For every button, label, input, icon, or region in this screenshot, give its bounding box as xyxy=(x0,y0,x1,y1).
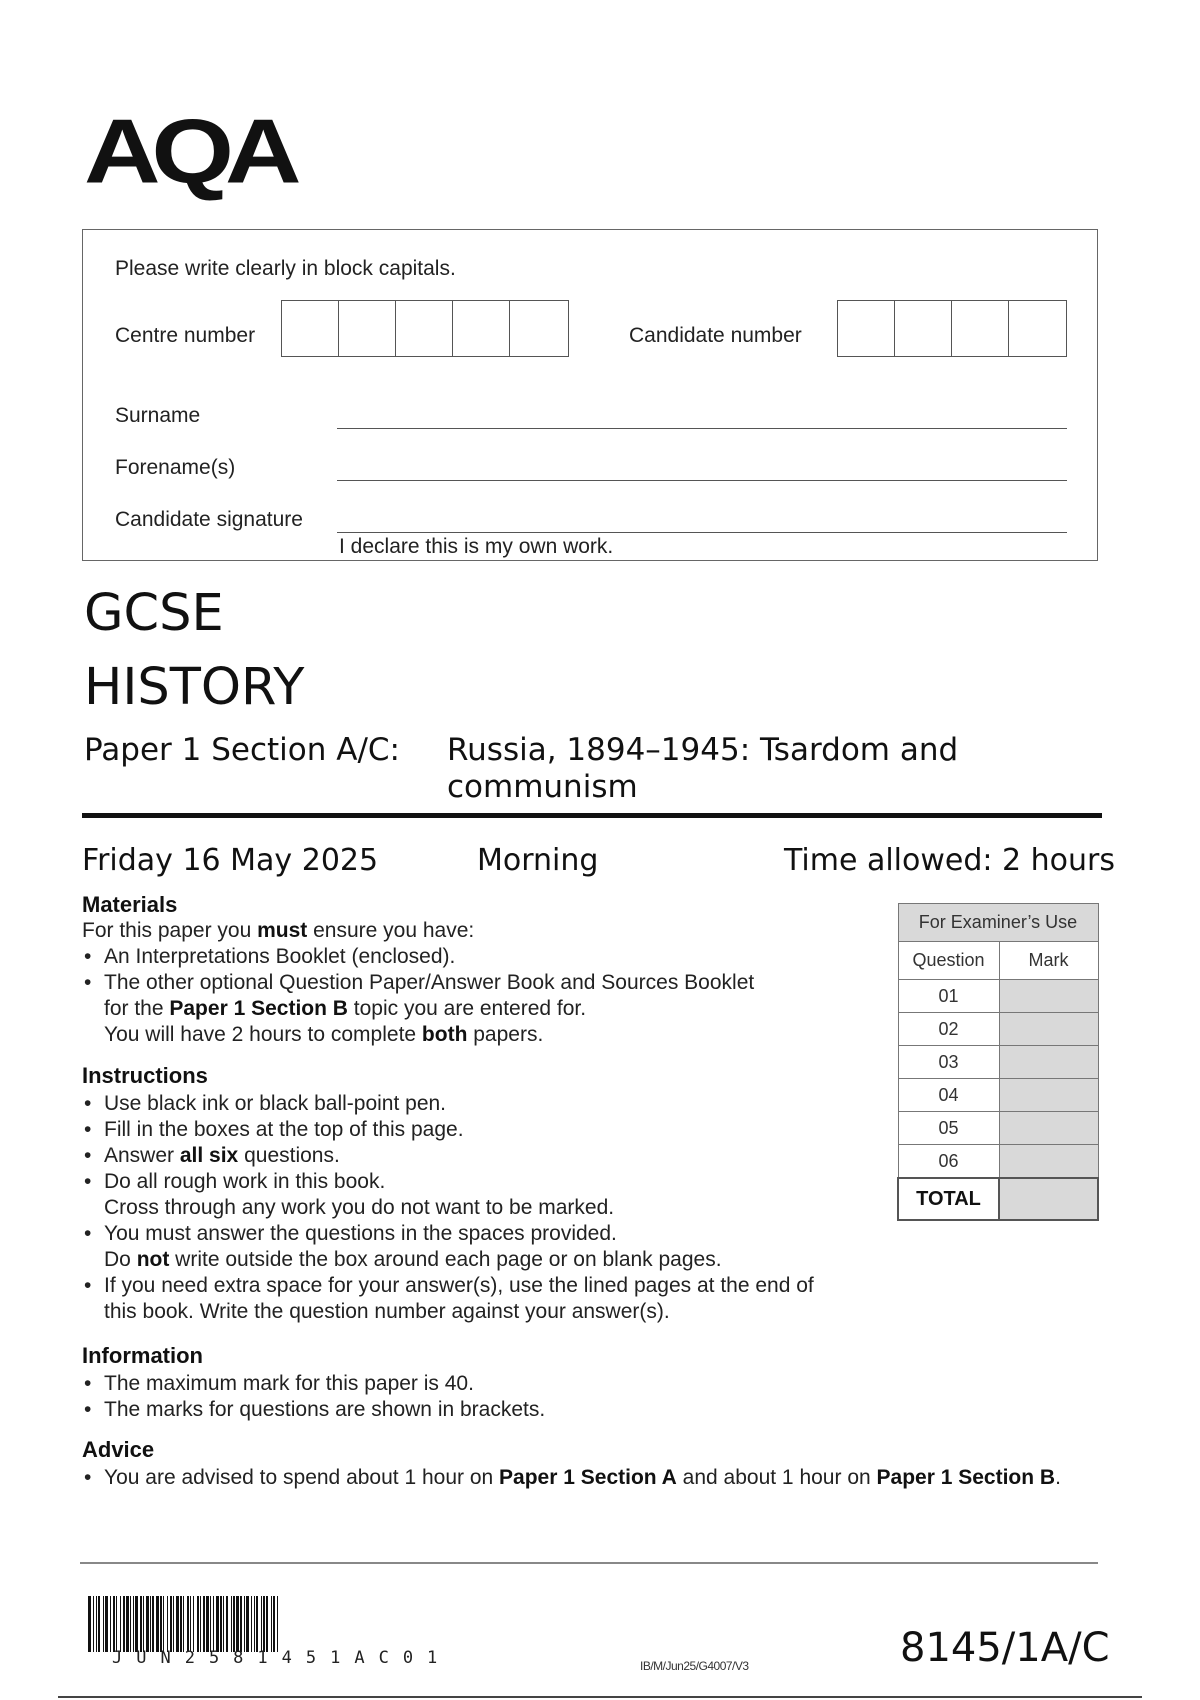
instruction-item: • Use black ink or black ball-point pen. xyxy=(82,1091,882,1117)
question-number: 01 xyxy=(898,980,999,1013)
title-divider xyxy=(82,813,1102,818)
paper-code: 8145/1A/C xyxy=(900,1625,1110,1671)
mark-cell[interactable] xyxy=(999,1079,1098,1112)
forename-label: Forename(s) xyxy=(115,456,236,479)
question-number: 04 xyxy=(898,1079,999,1112)
surname-field[interactable] xyxy=(337,428,1067,429)
instruction-item: • Answer all six questions. xyxy=(82,1143,882,1169)
total-mark-cell[interactable] xyxy=(999,1178,1098,1220)
question-number: 02 xyxy=(898,1013,999,1046)
materials-item: • The other optional Question Paper/Answer Book and Sources Booklet for the Paper 1 Section B topic you are entered for. You will have 2 hours to complete both papers. xyxy=(82,970,882,1048)
materials-item: • An Interpretations Booklet (enclosed). xyxy=(82,944,882,970)
information-item: • The marks for questions are shown in brackets. xyxy=(82,1397,882,1423)
total-label: TOTAL xyxy=(898,1178,999,1220)
surname-label: Surname xyxy=(115,404,201,427)
centre-number-label: Centre number xyxy=(115,324,256,347)
page-bottom-rule xyxy=(58,1696,1142,1698)
instructions-section xyxy=(82,1091,882,1325)
instruction-item: • You must answer the questions in the spaces provided. Do not write outside the box around each page or on blank pages. xyxy=(82,1221,882,1273)
declaration-text: I declare this is my own work. xyxy=(339,535,614,558)
question-number: 03 xyxy=(898,1046,999,1079)
question-number: 05 xyxy=(898,1112,999,1145)
paper-reference: IB/M/Jun25/G4007/V3 xyxy=(640,1659,749,1673)
information-heading: Information xyxy=(82,1343,203,1368)
instruction-item: • Fill in the boxes at the top of this page. xyxy=(82,1117,882,1143)
candidate-digit-box[interactable] xyxy=(895,301,952,356)
block-capitals-instruction: Please write clearly in block capitals. xyxy=(115,257,456,280)
centre-digit-box[interactable] xyxy=(282,301,339,356)
mark-cell[interactable] xyxy=(999,1145,1098,1179)
materials-intro: For this paper you must ensure you have: xyxy=(82,919,475,942)
mark-cell[interactable] xyxy=(999,1112,1098,1145)
materials-section xyxy=(82,918,882,1048)
question-number: 06 xyxy=(898,1145,999,1179)
forename-field[interactable] xyxy=(337,480,1067,481)
instructions-heading: Instructions xyxy=(82,1063,208,1088)
information-item: • The maximum mark for this paper is 40. xyxy=(82,1371,882,1397)
qualification-title: GCSE xyxy=(84,584,224,643)
centre-digit-box[interactable] xyxy=(510,301,567,356)
exam-session: Morning xyxy=(477,843,599,878)
mark-cell[interactable] xyxy=(999,1013,1098,1046)
question-column-header: Question xyxy=(898,942,999,980)
paper-label: Paper 1 Section A/C: xyxy=(84,732,400,768)
exam-date: Friday 16 May 2025 xyxy=(82,843,379,878)
barcode xyxy=(88,1596,526,1652)
subject-title: HISTORY xyxy=(84,658,305,717)
candidate-digit-box[interactable] xyxy=(1009,301,1066,356)
candidate-number-label: Candidate number xyxy=(629,324,802,347)
centre-digit-box[interactable] xyxy=(396,301,453,356)
centre-digit-box[interactable] xyxy=(339,301,396,356)
aqa-logo: AQA xyxy=(84,100,293,203)
advice-heading: Advice xyxy=(82,1437,155,1462)
candidate-digit-box[interactable] xyxy=(952,301,1009,356)
information-section xyxy=(82,1371,882,1423)
mark-cell[interactable] xyxy=(999,1046,1098,1079)
time-allowed: Time allowed: 2 hours xyxy=(784,843,1116,878)
mark-cell[interactable] xyxy=(999,980,1098,1013)
examiner-table-title: For Examiner’s Use xyxy=(898,904,1098,942)
instruction-item: • If you need extra space for your answer(s), use the lined pages at the end of this book. Write the question number against your answer(s). xyxy=(82,1273,882,1325)
advice-section xyxy=(82,1465,1182,1491)
centre-digit-box[interactable] xyxy=(453,301,510,356)
footer-divider xyxy=(80,1562,1098,1564)
paper-title-line-1: Russia, 1894–1945: Tsardom and xyxy=(447,732,959,768)
signature-label: Candidate signature xyxy=(115,508,303,531)
candidate-details-box xyxy=(82,229,1098,561)
materials-heading: Materials xyxy=(82,892,178,917)
signature-field[interactable] xyxy=(337,532,1067,533)
candidate-digit-box[interactable] xyxy=(838,301,895,356)
candidate-number-boxes[interactable] xyxy=(837,300,1067,357)
barcode-bar xyxy=(278,1596,281,1652)
advice-item: • You are advised to spend about 1 hour on Paper 1 Section A and about 1 hour on Paper 1 Section B. xyxy=(82,1465,1182,1491)
centre-number-boxes[interactable] xyxy=(281,300,569,357)
barcode-text: JUN2581451AC01 xyxy=(112,1648,452,1668)
mark-column-header: Mark xyxy=(999,942,1098,980)
paper-title-line-2: communism xyxy=(447,769,638,805)
examiner-use-table xyxy=(897,903,1099,1221)
instruction-item: • Do all rough work in this book. Cross through any work you do not want to be marked. xyxy=(82,1169,882,1221)
